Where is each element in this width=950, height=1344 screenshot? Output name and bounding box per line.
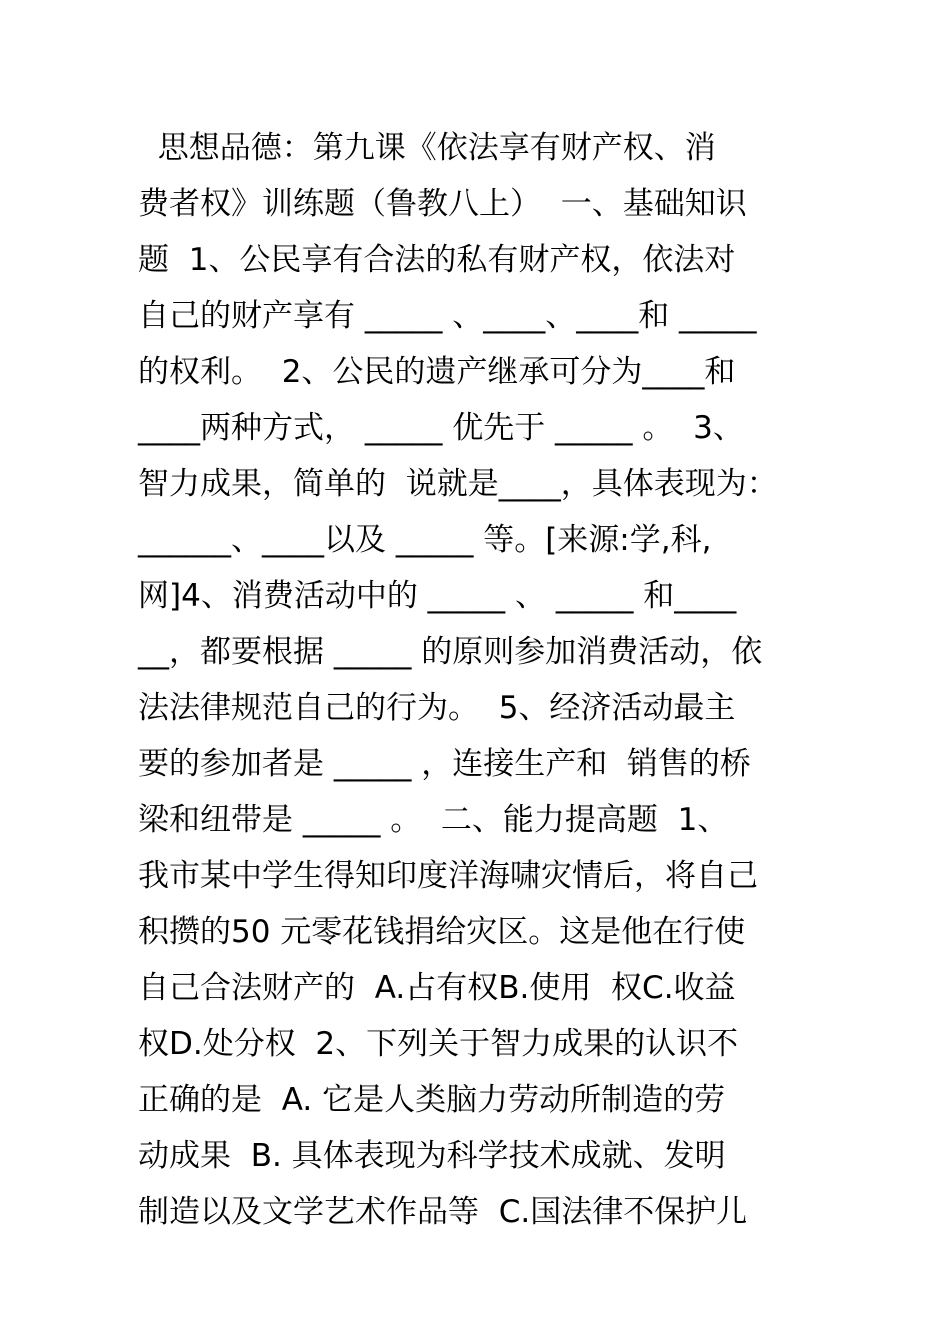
text-line-14: 我市某中学生得知印度洋海啸灾情后，将自己 xyxy=(138,858,758,894)
text-line-18: 正确的是 A. 它是人类脑力劳动所制造的劳 xyxy=(138,1082,726,1118)
text-line-6: ____两种方式， _____ 优先于 _____ 。 3、 xyxy=(138,410,744,446)
text-line-13: 梁和纽带是 _____ 。 二、能力提高题 1、 xyxy=(138,802,729,838)
text-line-11: 法法律规范自己的行为。 5、经济活动最主 xyxy=(138,690,736,726)
text-line-4: 自己的财产享有 _____ 、____、____和 _____ xyxy=(138,298,757,334)
text-line-20: 制造以及文学艺术作品等 C.国法律不保护儿 xyxy=(138,1194,748,1230)
text-line-5: 的权利。 2、公民的遗产继承可分为____和 xyxy=(138,354,736,390)
text-line-12: 要的参加者是 _____ ，连接生产和 销售的桥 xyxy=(138,746,751,782)
text-line-19: 动成果 B. 具体表现为科学技术成就、发明 xyxy=(138,1138,726,1174)
text-line-8: ______、____以及 _____ 等。[来源:学,科, xyxy=(138,522,712,558)
text-line-15: 积攒的50 元零花钱捐给灾区。这是他在行使 xyxy=(138,914,746,950)
text-line-3: 题 1、公民享有合法的私有财产权，依法对 xyxy=(138,242,736,278)
text-line-1: 思想品德：第九课《依法享有财产权、消 xyxy=(138,130,716,166)
text-line-10: __，都要根据 _____ 的原则参加消费活动，依 xyxy=(138,634,763,670)
text-line-17: 权D.处分权 2、下列关于智力成果的认识不 xyxy=(138,1026,739,1062)
text-line-2: 费者权》训练题（鲁教八上） 一、基础知识 xyxy=(138,186,747,222)
text-line-9: 网]4、消费活动中的 _____ 、 _____ 和____ xyxy=(138,578,737,614)
document-body xyxy=(138,120,828,1240)
text-line-16: 自己合法财产的 A.占有权B.使用 权C.收益 xyxy=(138,970,736,1006)
text-line-7: 智力成果，简单的 说就是____，具体表现为： xyxy=(138,466,778,502)
